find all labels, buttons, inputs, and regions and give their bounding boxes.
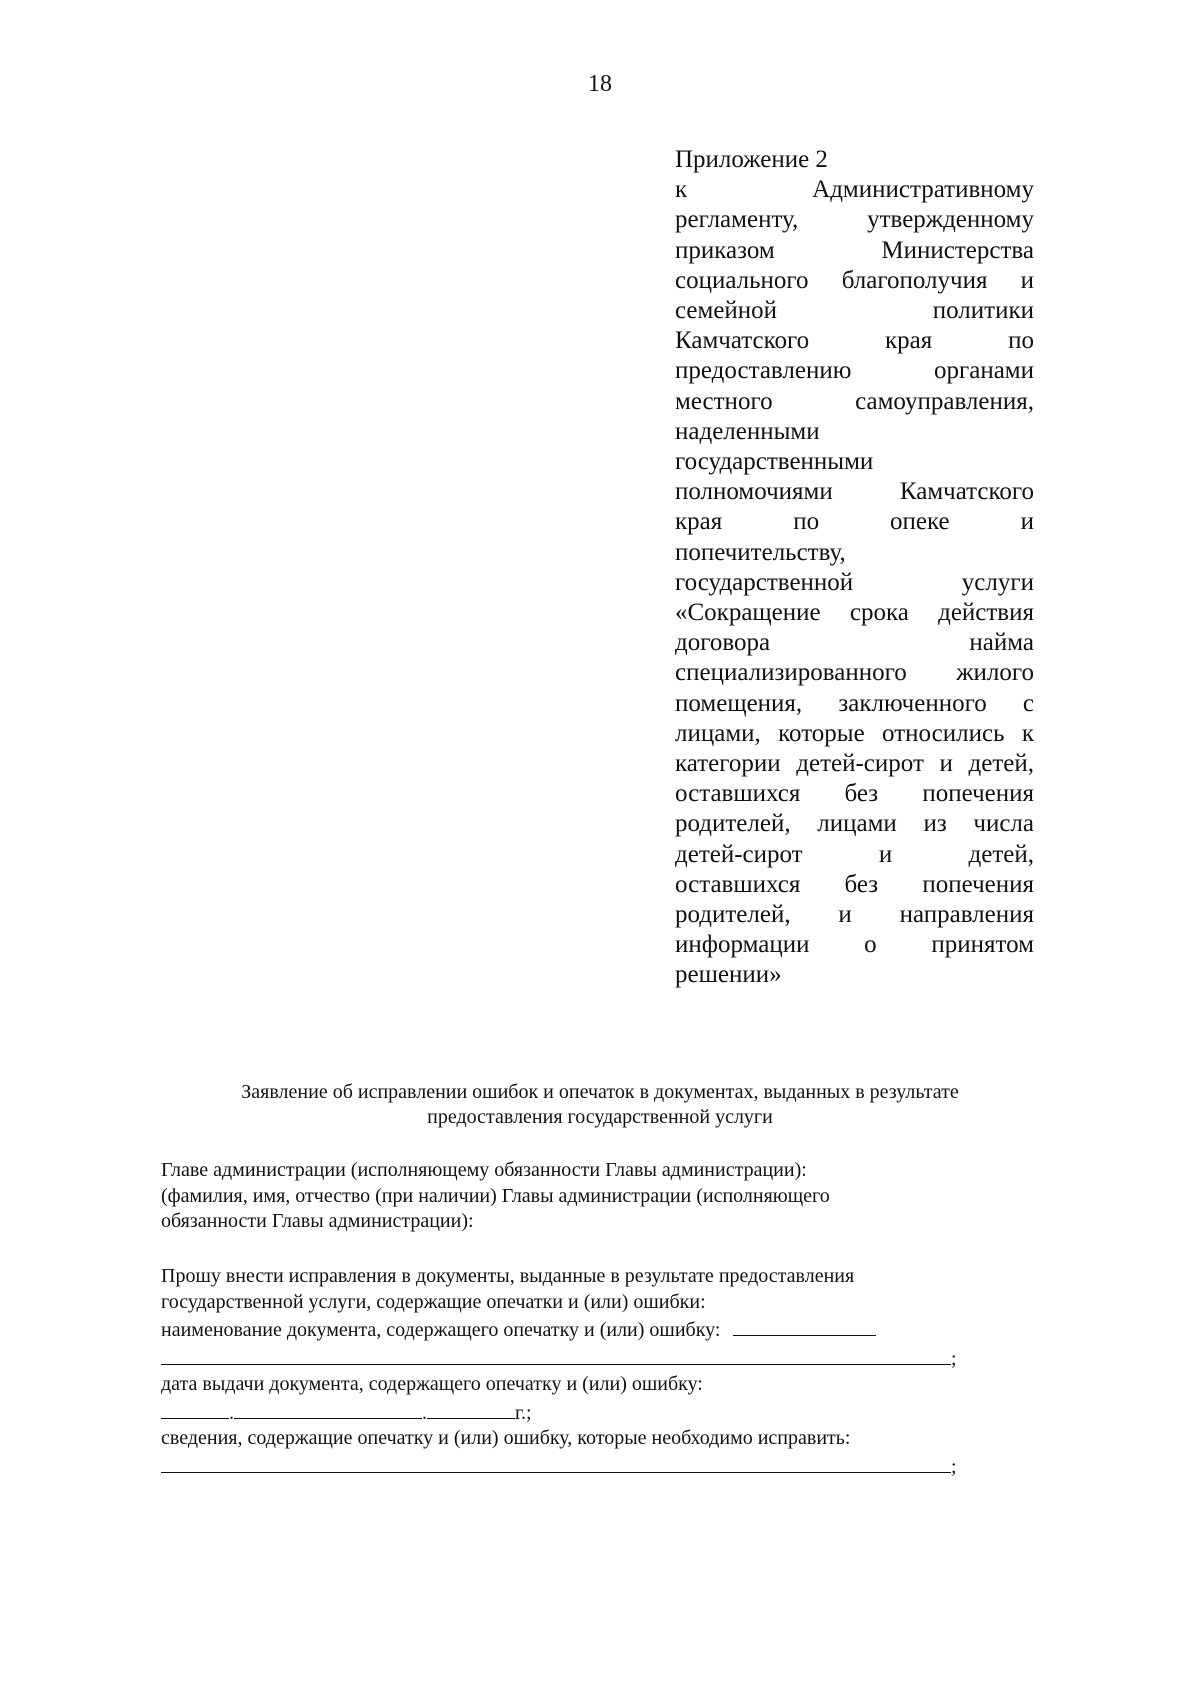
appendix-line: информации о принятом: [675, 931, 1034, 959]
issue-month-field[interactable]: [234, 1398, 422, 1419]
appendix-line: края по опеке и: [675, 508, 1034, 536]
appendix-line: родителей, лицами из числа: [675, 810, 1034, 838]
appendix-line: «Сокращение срока действия: [675, 599, 1034, 627]
request-block: [161, 1264, 981, 1480]
date-dot: .: [422, 1401, 427, 1424]
appendix-line: решении»: [675, 961, 782, 989]
appendix-line: специализированного жилого: [675, 659, 1034, 687]
semicolon: ;: [951, 1347, 957, 1370]
appendix-line: Камчатского края по: [675, 327, 1034, 355]
appendix-line: регламенту, утвержденному: [675, 206, 1034, 234]
document-name-continuation-row: [161, 1344, 981, 1373]
appendix-line: договора найма: [675, 629, 1034, 657]
appendix-line: детей-сирот и детей,: [675, 840, 1034, 868]
page-number: 18: [588, 71, 612, 97]
info-label: сведения, содержащие опечатку и (или) ошибку, которые необходимо исправить:: [161, 1427, 851, 1449]
document-name-label: наименование документа, содержащего опечатку и (или) ошибку:: [161, 1319, 721, 1341]
addressee-line-3: обязанности Главы администрации):: [161, 1210, 474, 1232]
issue-date-label: дата выдачи документа, содержащего опечатку и (или) ошибку:: [161, 1373, 703, 1395]
form-title: [150, 1080, 1050, 1130]
appendix-line: полномочиями Камчатского: [675, 478, 1034, 506]
appendix-line: социального благополучия и: [675, 266, 1034, 294]
info-field[interactable]: [161, 1452, 951, 1473]
appendix-line: местного самоуправления,: [675, 387, 1034, 415]
form-title-line-1: Заявление об исправлении ошибок и опечаток в документах, выданных в результате: [241, 1081, 959, 1103]
issue-year-field[interactable]: [427, 1398, 515, 1419]
appendix-line: семейной политики: [675, 297, 1034, 325]
document-name-field[interactable]: [733, 1315, 876, 1336]
appendix-line: попечительству,: [675, 538, 846, 566]
date-suffix: г.;: [515, 1401, 532, 1424]
appendix-line: оставшихся без попечения: [675, 870, 1034, 898]
appendix-line: помещения, заключенного с: [675, 689, 1034, 717]
form-title-line-2: предоставления государственной услуги: [427, 1106, 773, 1128]
issue-day-field[interactable]: [161, 1398, 229, 1419]
appendix-line: государственной услуги: [675, 568, 1034, 596]
appendix-line: предоставлению органами: [675, 357, 1034, 385]
request-line-2: государственной услуги, содержащие опечатки и (или) ошибки:: [161, 1290, 706, 1313]
addressee-block: [161, 1158, 981, 1235]
appendix-line: к Административному: [675, 176, 1034, 204]
appendix-block: [675, 145, 1034, 991]
date-dot: .: [229, 1401, 234, 1424]
semicolon: ;: [951, 1455, 957, 1478]
appendix-line: родителей, и направления: [675, 901, 1034, 929]
appendix-line: оставшихся без попечения: [675, 780, 1034, 808]
appendix-line: приказом Министерства: [675, 236, 1034, 264]
issue-date-row: [161, 1398, 981, 1427]
appendix-line: государственными: [675, 448, 874, 476]
appendix-title: Приложение 2: [675, 146, 828, 173]
appendix-line: наделенными: [675, 417, 820, 445]
request-line-1: Прошу внести исправления в документы, выданные в результате предоставления: [161, 1265, 855, 1287]
info-row: [161, 1452, 981, 1481]
addressee-line-1: Главе администрации (исполняющему обязанности Главы администрации):: [161, 1159, 807, 1181]
document-name-continuation-field[interactable]: [161, 1344, 951, 1365]
appendix-line: категории детей-сирот и детей,: [675, 750, 1034, 778]
document-name-row: [161, 1315, 981, 1344]
appendix-line: лицами, которые относились к: [675, 719, 1034, 747]
addressee-line-2: (фамилия, имя, отчество (при наличии) Главы администрации (исполняющего: [161, 1184, 830, 1207]
